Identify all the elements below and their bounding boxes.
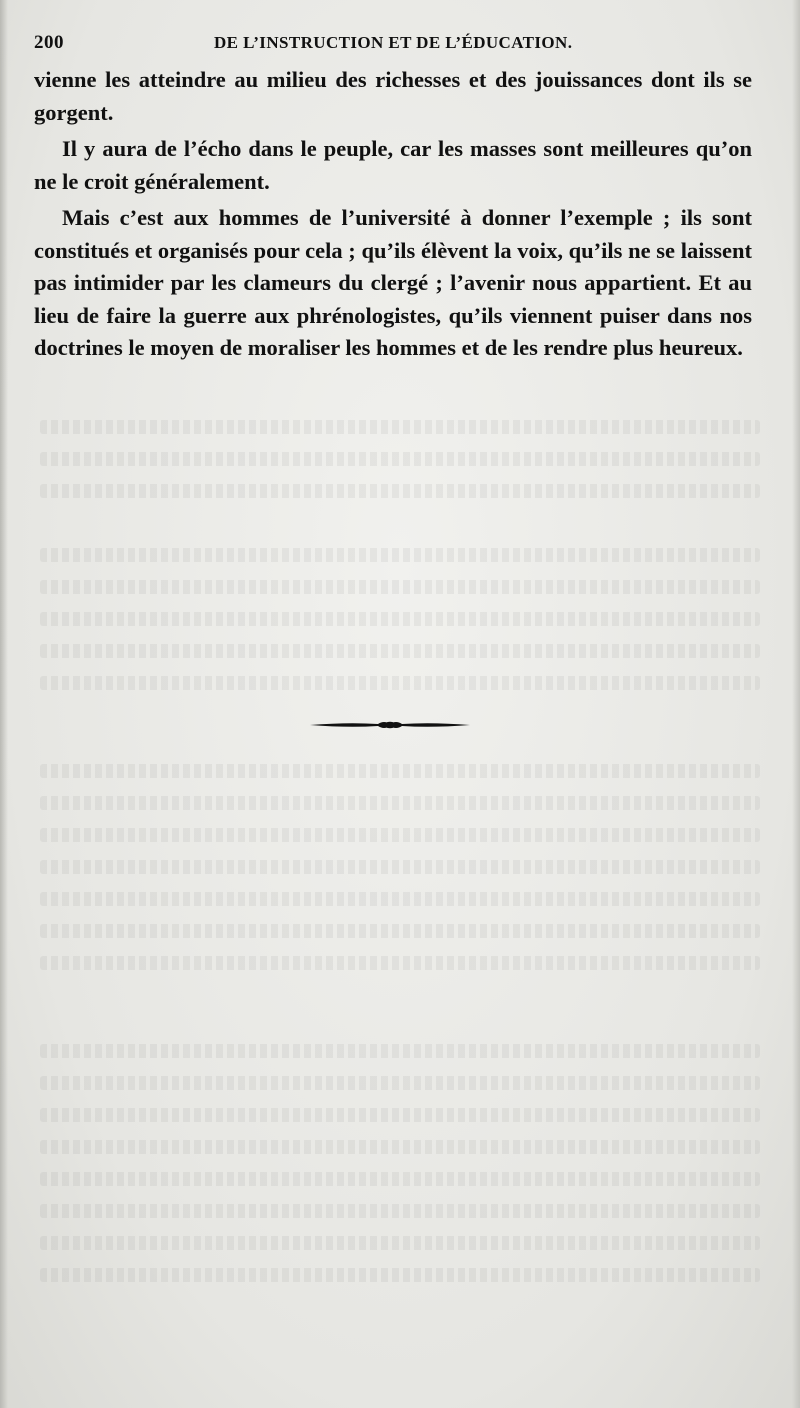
paragraph-continued: vienne les atteindre au milieu des richesses et des jouissances dont ils se gorgent. [34,67,752,125]
page-shadow-left [0,0,8,1408]
page-shadow-right [792,0,800,1408]
page-number: 200 [34,32,64,53]
paragraph: Mais c’est aux hommes de l’université à donner l’exemple ; ils sont constitués et organisés pour cela ; qu’ils élèvent la voix, qu’ils ne se laissent pas intimider par les clameurs du clergé ; l’avenir nous appartient. Et au lieu de faire la guerre aux phrénologistes, qu’ils viennent puiser dans nos doctrines le moyen de moraliser les hommes et de les rendre plus heureux. [34,205,752,360]
paragraph: Il y aura de l’écho dans le peuple, car les masses sont meilleures qu’on ne le croit généralement. [34,136,752,194]
running-head: DE L’INSTRUCTION ET DE L’ÉDUCATION. [214,33,573,52]
body-text [34,64,752,369]
page-header [34,32,756,58]
tail-piece-ornament-icon [308,716,472,734]
